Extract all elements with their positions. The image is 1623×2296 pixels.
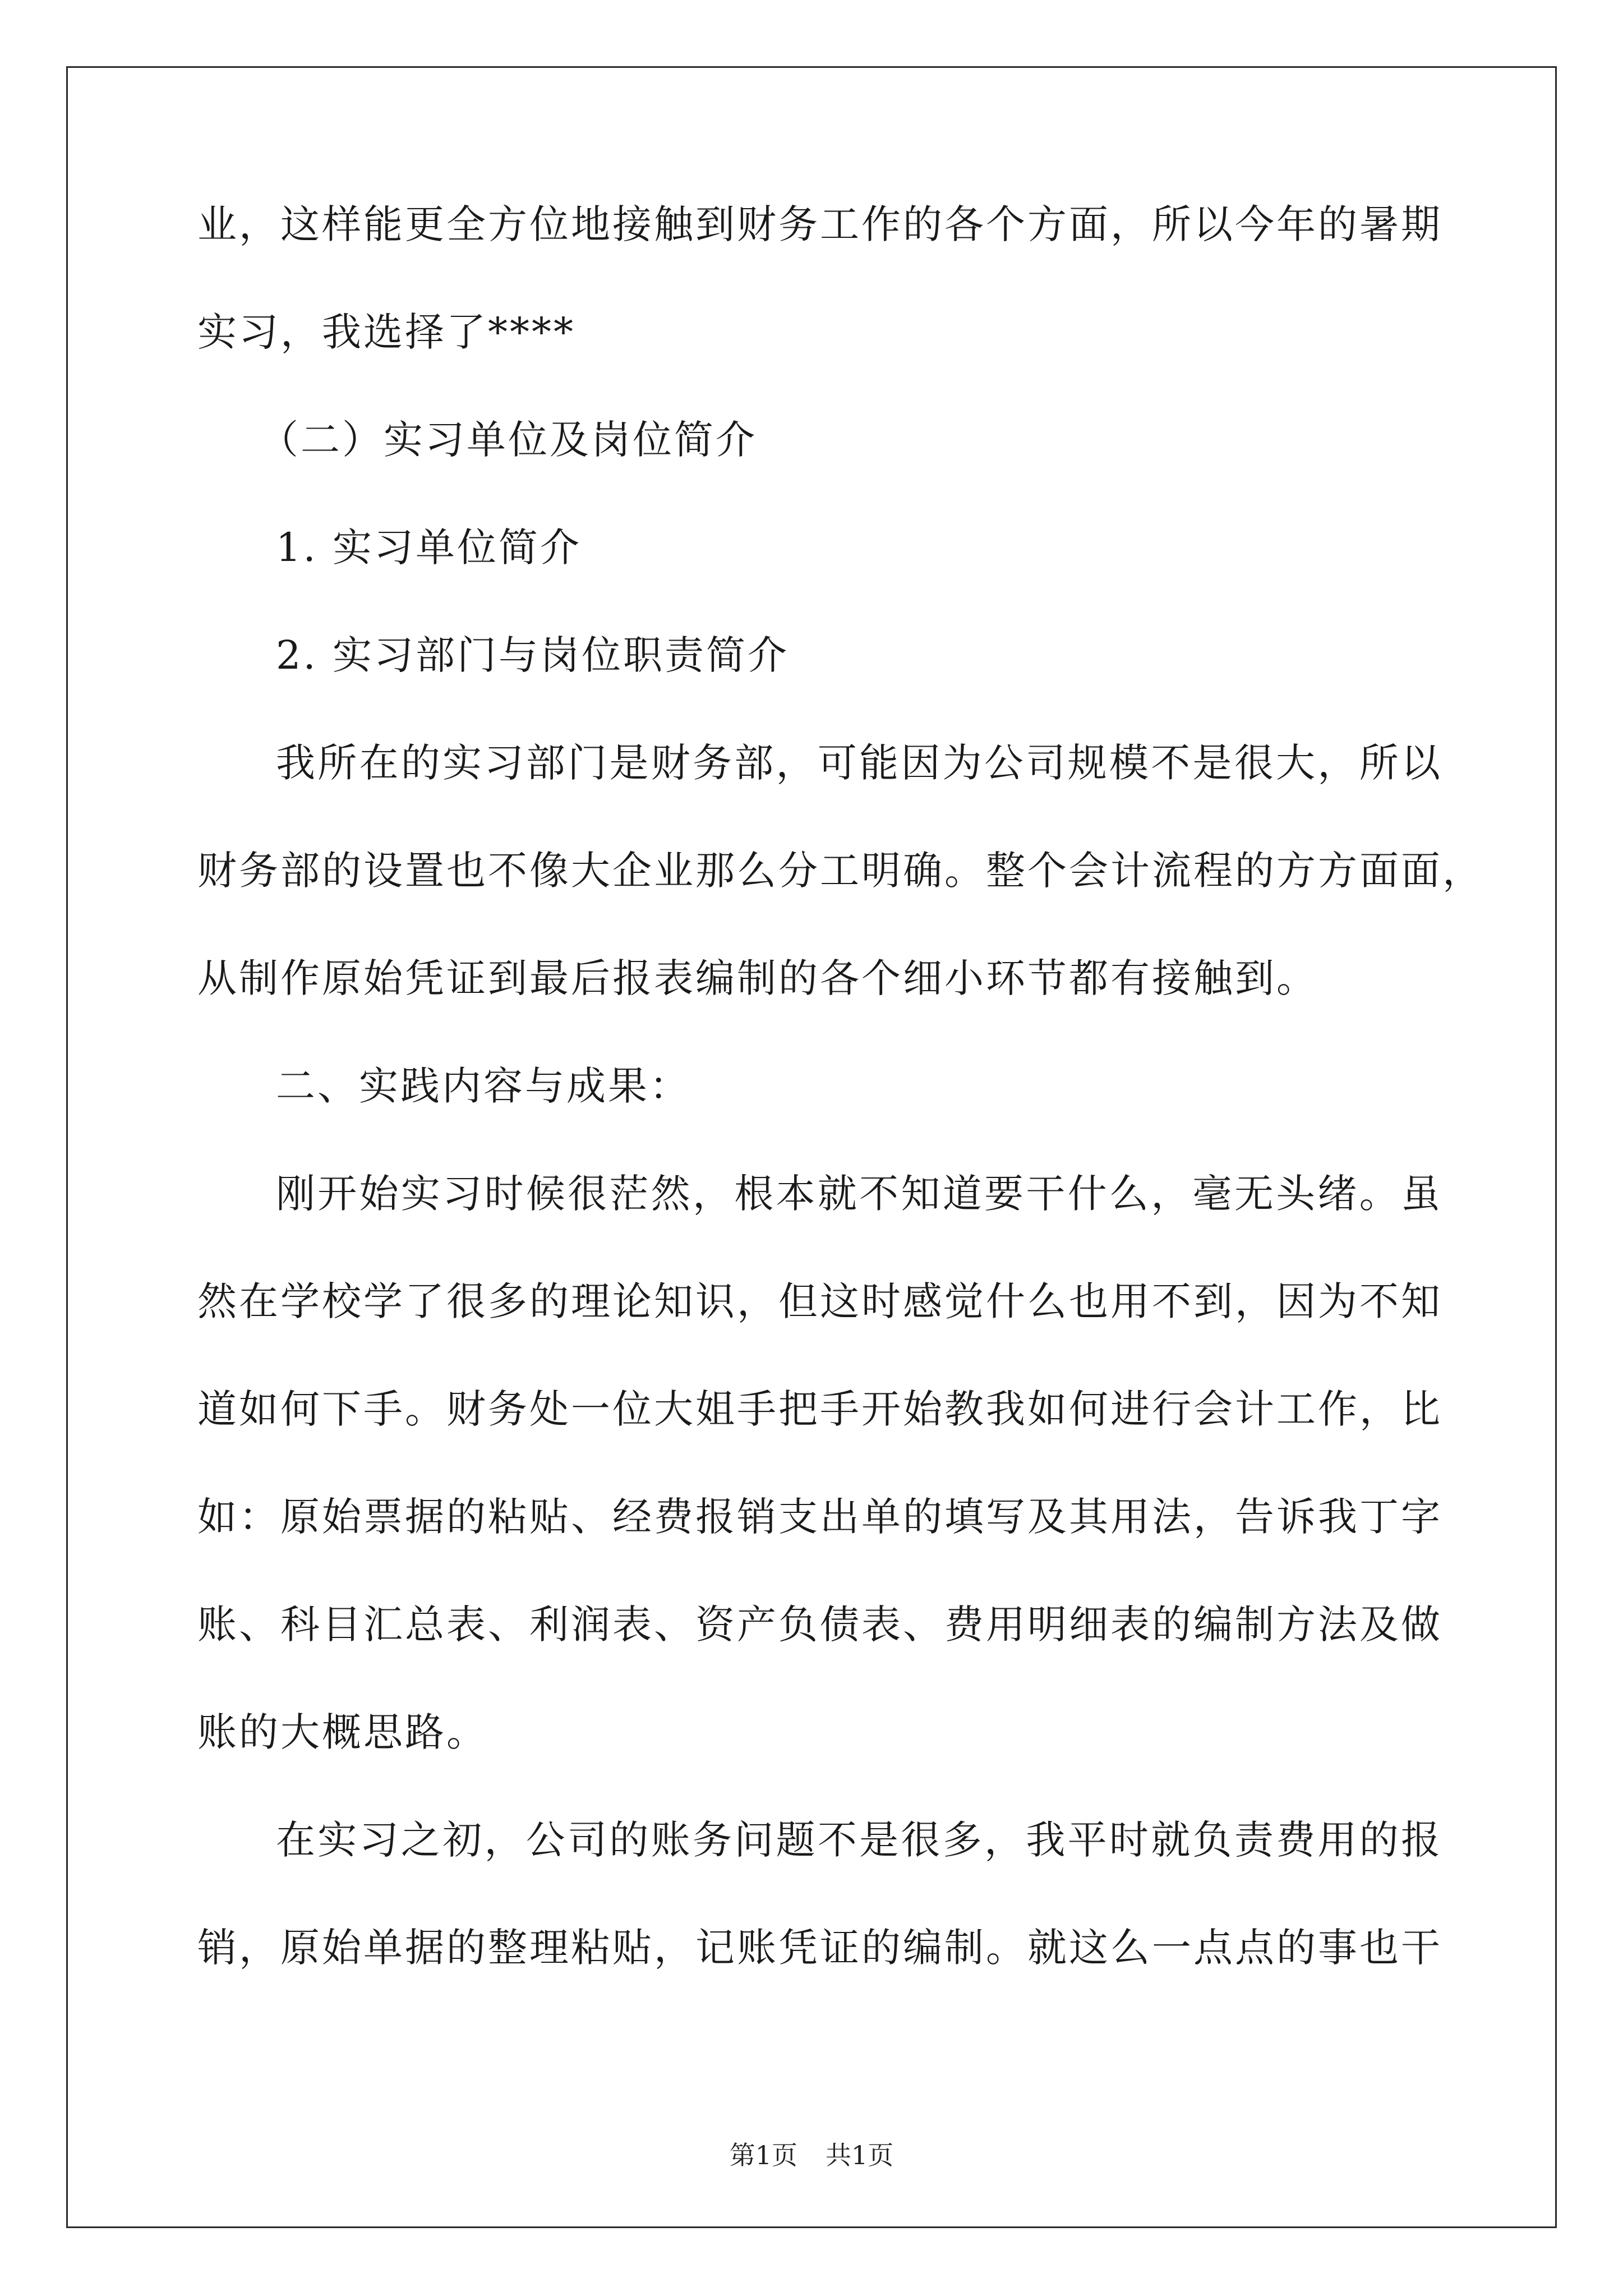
page-footer: [0, 2138, 1623, 2172]
text-line: 在实习之初，公司的账务问题不是很多，我平时就负责费用的报: [276, 1817, 1442, 1863]
subheading-unit-intro: 1. 实习单位简介: [276, 524, 582, 570]
text-line: 我所在的实习部门是财务部，可能因为公司规模不是很大，所以: [276, 740, 1442, 786]
paragraph-early: [197, 1812, 1442, 1976]
text-line: 财务部的设置也不像大企业那么分工明确。整个会计流程的方方面面，: [197, 848, 1484, 894]
text-line: 从制作原始凭证到最后报表编制的各个细小环节都有接触到。: [197, 955, 1318, 1001]
paragraph-department: [197, 735, 1484, 1006]
document-body: [197, 196, 1484, 1976]
text-line: 道如何下手。财务处一位大姐手把手开始教我如何进行会计工作，比: [197, 1386, 1442, 1432]
paragraph-intro: [197, 196, 1442, 360]
text-line: 账的大概思路。: [197, 1709, 488, 1755]
page-total: 共1页: [826, 2140, 894, 2170]
text-line: 刚开始实习时候很茫然，根本就不知道要干什么，毫无头绪。虽: [276, 1171, 1442, 1217]
text-line: 如：原始票据的粘贴、经费报销支出单的填写及其用法，告诉我丁字: [197, 1494, 1442, 1540]
text-line: 销，原始单据的整理粘贴，记账凭证的编制。就这么一点点的事也干: [197, 1925, 1442, 1971]
text-line: 然在学校学了很多的理论知识，但这时感觉什么也用不到，因为不知: [197, 1278, 1442, 1324]
text-line: 账、科目汇总表、利润表、资产负债表、费用明细表的编制方法及做: [197, 1602, 1442, 1648]
subheading-dept-duties: 2. 实习部门与岗位职责简介: [276, 632, 790, 678]
page-number: 第1页: [729, 2140, 797, 2170]
text-line: 业，这样能更全方位地接触到财务工作的各个方面，所以今年的暑期: [197, 201, 1442, 247]
section-heading-practice: 二、实践内容与成果：: [276, 1063, 691, 1109]
text-line: 实习，我选择了****: [197, 309, 575, 355]
section-heading-internship-unit: （二）实习单位及岗位简介: [259, 417, 757, 463]
paragraph-start: [197, 1166, 1442, 1760]
